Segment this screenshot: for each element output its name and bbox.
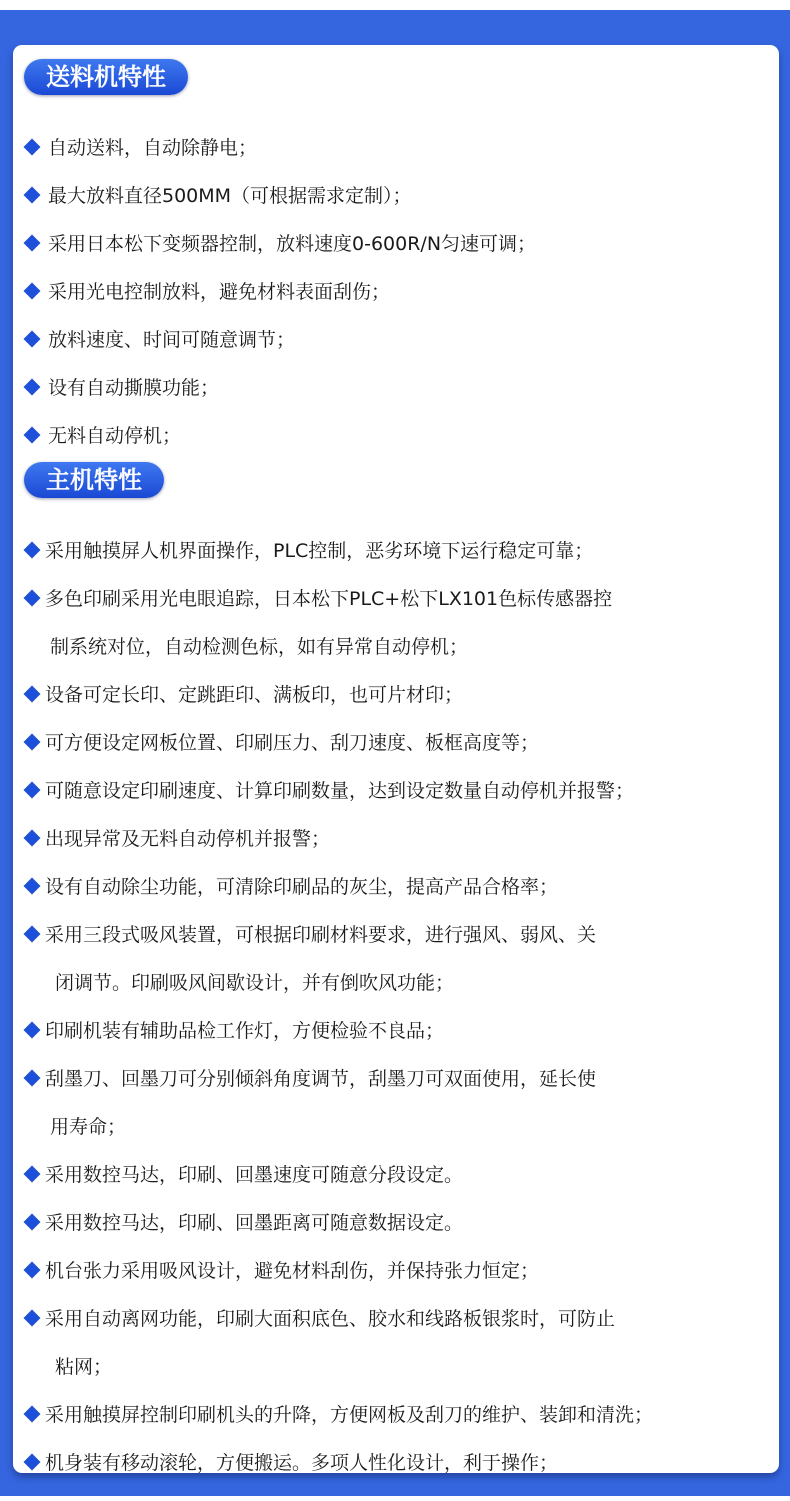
diamond-bullet-icon [24,1165,41,1182]
diamond-bullet-icon [24,282,41,299]
diamond-bullet-icon [24,925,41,942]
feature-item-text: 多色印刷采用光电眼追踪，日本松下PLC+松下LX101色标传感器控 [45,588,613,610]
diamond-bullet-icon [24,1213,41,1230]
diamond-bullet-icon [24,541,41,558]
diamond-bullet-icon [24,330,41,347]
diamond-bullet-icon [24,1261,41,1278]
diamond-bullet-icon [24,685,41,702]
feature-item [22,412,181,460]
feature-item [22,124,257,172]
feature-item [22,1007,444,1055]
feature-item-text: 采用数控马达，印刷、回墨速度可随意分段设定。 [45,1164,464,1186]
diamond-bullet-icon [24,378,41,395]
feature-item [22,911,596,959]
diamond-bullet-icon [24,1069,41,1086]
feature-item-text: 出现异常及无料自动停机并报警； [45,828,331,850]
feature-item [22,220,536,268]
feature-item-text: 设备可定长印、定跳距印、满板印，也可片材印； [45,684,464,706]
feature-item-continuation: 用寿命； [50,1116,127,1138]
feature-item-text: 机台张力采用吸风设计，避免材料刮伤，并保持张力恒定； [45,1260,540,1282]
feature-item [22,719,539,767]
diamond-bullet-icon [24,138,41,155]
feature-item [22,767,634,815]
feature-item-continuation: 制系统对位，自动检测色标，如有异常自动停机； [50,636,469,658]
feature-item-text: 可方便设定网板位置、印刷压力、刮刀速度、板框高度等； [45,732,540,754]
feature-item-text: 设有自动撕膜功能； [48,377,220,399]
feature-item-text: 可随意设定印刷速度、计算印刷数量，达到设定数量自动停机并报警； [45,780,635,802]
section-title-badge: 主机特性 [24,462,164,498]
feature-item [22,1247,539,1295]
feature-item [22,268,390,316]
feature-item [22,863,558,911]
feature-item-text: 印刷机装有辅助品检工作灯，方便检验不良品； [45,1020,445,1042]
feature-item-continuation: 闭调节。印刷吸风间歇设计，并有倒吹风功能； [55,972,455,994]
feature-item-text: 最大放料直径500MM（可根据需求定制）； [48,185,412,207]
feature-item [22,316,295,364]
diamond-bullet-icon [24,733,41,750]
feature-item [22,1151,463,1199]
feature-item [22,1295,615,1343]
diamond-bullet-icon [24,589,41,606]
feature-item-text: 采用自动离网功能，印刷大面积底色、胶水和线路板银浆时，可防止 [45,1308,616,1330]
feature-item-text: 刮墨刀、回墨刀可分别倾斜角度调节，刮墨刀可双面使用，延长使 [45,1068,597,1090]
feature-item-text: 放料速度、时间可随意调节； [48,329,296,351]
feature-item-text: 采用光电控制放料，避免材料表面刮伤； [48,281,391,303]
feature-item [22,364,219,412]
feature-item [22,1391,653,1439]
feature-item-continuation: 粘网； [55,1356,113,1378]
diamond-bullet-icon [24,1453,41,1470]
feature-item-text: 机身装有移动滚轮，方便搬运。多项人性化设计，利于操作； [45,1452,559,1474]
feature-item-text: 设有自动除尘功能，可清除印刷品的灰尘，提高产品合格率； [45,876,559,898]
feature-item-text: 采用三段式吸风装置，可根据印刷材料要求，进行强风、弱风、关 [45,924,597,946]
feature-item [22,1439,558,1487]
feature-item-text: 采用日本松下变频器控制，放料速度0-600R/N匀速可调； [48,233,537,255]
feature-item [22,1199,463,1247]
feature-item-text: 自动送料，自动除静电； [48,137,258,159]
diamond-bullet-icon [24,1021,41,1038]
feature-item-text: 采用触摸屏控制印刷机头的升降，方便网板及刮刀的维护、装卸和清洗； [45,1404,654,1426]
feature-item-text: 无料自动停机； [48,425,182,447]
diamond-bullet-icon [24,1309,41,1326]
feature-item [22,527,593,575]
diamond-bullet-icon [24,877,41,894]
feature-item [22,172,412,220]
diamond-bullet-icon [24,1405,41,1422]
feature-item [22,671,463,719]
section-title-badge: 送料机特性 [24,59,188,95]
diamond-bullet-icon [24,234,41,251]
diamond-bullet-icon [24,829,41,846]
feature-item [22,815,330,863]
feature-item-text: 采用数控马达，印刷、回墨距离可随意数据设定。 [45,1212,464,1234]
feature-card [13,45,779,1473]
feature-item [22,575,612,623]
feature-item-text: 采用触摸屏人机界面操作，PLC控制，恶劣环境下运行稳定可靠； [45,540,594,562]
feature-item [22,1055,596,1103]
diamond-bullet-icon [24,781,41,798]
diamond-bullet-icon [24,426,41,443]
diamond-bullet-icon [24,186,41,203]
